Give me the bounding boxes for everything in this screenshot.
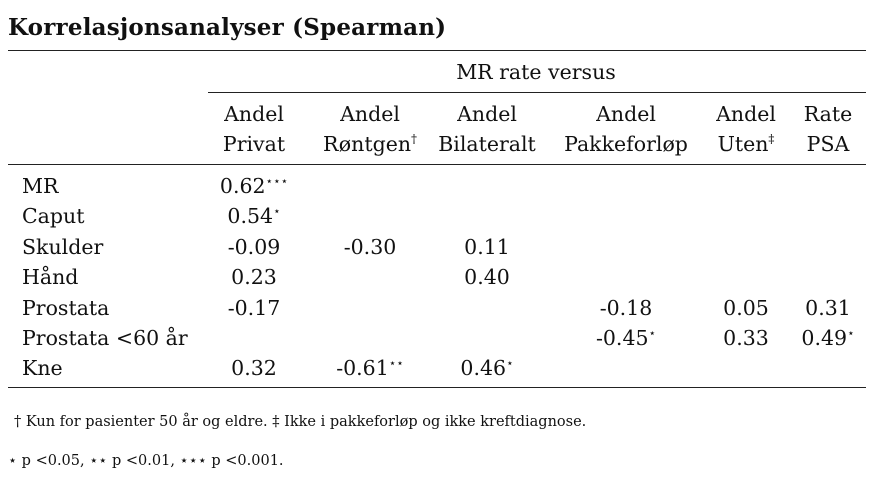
- column-header-line2: [718, 132, 775, 156]
- cell-value: -0.30: [343, 234, 397, 259]
- column-header-line1: Andel: [457, 102, 517, 126]
- group-rule: [208, 92, 866, 93]
- cell-value: 0.54: [227, 204, 274, 229]
- table-cell: [227, 204, 280, 228]
- cell-value: 0.32: [231, 356, 277, 381]
- column-header-text: Pakkeforløp: [564, 132, 688, 156]
- cell-value: 0.11: [464, 234, 510, 259]
- table-cell: [228, 235, 281, 259]
- row-label: Hånd: [22, 265, 79, 290]
- cell-value: 0.31: [805, 295, 851, 320]
- column-header-line2: [438, 132, 536, 156]
- cell-value: -0.18: [599, 295, 653, 320]
- column-header-footnote-mark: †: [411, 132, 418, 146]
- table-cell: [805, 296, 851, 320]
- table-cell: [220, 174, 288, 198]
- column-header-text: Røntgen: [322, 132, 412, 156]
- row-label: Caput: [22, 204, 85, 229]
- cell-value: 0.33: [723, 326, 769, 350]
- column-header-text: Privat: [222, 132, 286, 156]
- cell-value: 0.23: [231, 265, 277, 290]
- table-cell: [600, 296, 653, 320]
- column-header-line1: Andel: [596, 102, 656, 126]
- table-cell: [336, 356, 404, 380]
- cell-value: -0.45: [595, 326, 649, 350]
- table-cell: [344, 235, 397, 259]
- significance-stars: ⋆: [648, 326, 657, 340]
- bottom-rule: [8, 387, 866, 388]
- column-header-line1: Andel: [224, 102, 284, 126]
- column-header-line2: [564, 132, 688, 156]
- table-cell: [801, 326, 854, 350]
- significance-stars: ⋆: [273, 204, 281, 219]
- table-cell: [464, 235, 510, 259]
- column-header-text: PSA: [806, 132, 850, 156]
- row-label: Skulder: [22, 234, 104, 259]
- column-header-footnote-mark: ‡: [768, 132, 775, 146]
- table-cell: [464, 265, 510, 289]
- cell-value: 0.49: [801, 326, 848, 350]
- cell-value: 0.05: [723, 295, 769, 320]
- column-header-line1: Andel: [716, 102, 776, 126]
- cell-value: 0.46: [460, 356, 507, 381]
- column-header-line1: Andel: [340, 102, 400, 126]
- table-cell: [231, 356, 277, 380]
- table-cell: [231, 265, 277, 289]
- table-cell: [723, 326, 769, 350]
- significance-stars: ⋆⋆⋆: [265, 174, 289, 188]
- column-header-line1: Rate: [803, 102, 853, 126]
- significance-stars: ⋆: [847, 326, 855, 340]
- significance-stars: ⋆⋆: [388, 356, 404, 371]
- cell-value: -0.61: [336, 356, 389, 381]
- row-label: MR: [22, 174, 59, 198]
- top-rule: [8, 50, 866, 51]
- column-header-text: Uten: [717, 132, 769, 156]
- group-header: MR rate versus: [456, 60, 616, 84]
- table-cell: [723, 296, 769, 320]
- footnote-significance: ⋆ p <0.05, ⋆⋆ p <0.01, ⋆⋆⋆ p <0.001.: [8, 453, 284, 469]
- row-label: Prostata <60 år: [22, 326, 188, 350]
- significance-stars: ⋆: [506, 356, 514, 371]
- column-header-line2: [223, 132, 285, 156]
- column-header-text: Bilateralt: [438, 132, 536, 156]
- cell-value: 0.40: [464, 265, 510, 290]
- table-cell: [460, 356, 513, 380]
- table-title: Korrelasjonsanalyser (Spearman): [8, 14, 447, 41]
- table-cell: [228, 296, 281, 320]
- column-header-line2: [323, 132, 417, 156]
- cell-value: -0.09: [227, 234, 281, 259]
- row-label: Kne: [22, 356, 63, 381]
- cell-value: 0.62: [219, 174, 266, 198]
- row-label: Prostata: [22, 295, 110, 320]
- table-cell: [596, 326, 656, 350]
- footnote-daggers: † Kun for pasienter 50 år og eldre. ‡ Ikke i pakkeforløp og ikke kreftdiagnose.: [14, 414, 587, 430]
- column-header-line2: [807, 132, 850, 156]
- header-rule: [8, 164, 866, 165]
- cell-value: -0.17: [227, 295, 281, 320]
